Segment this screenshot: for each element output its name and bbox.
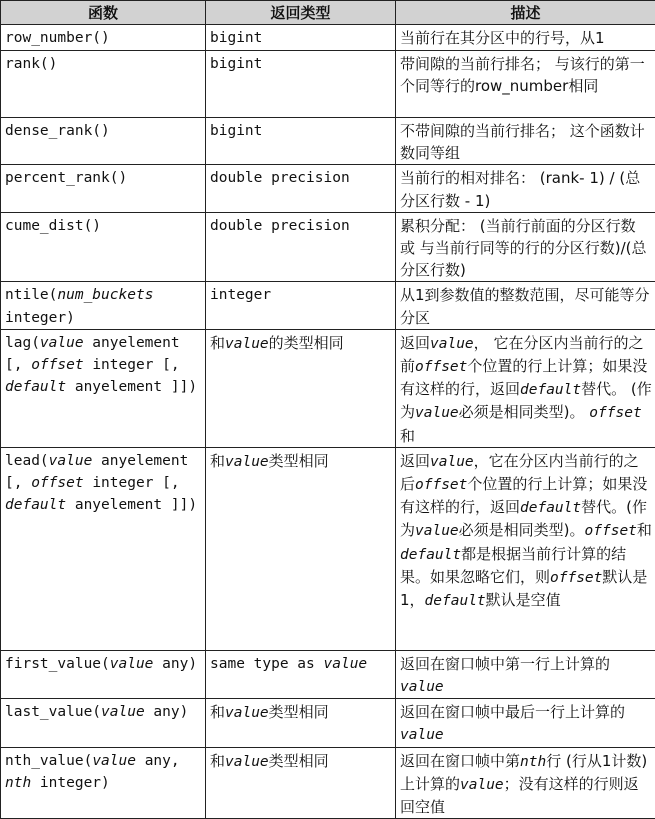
text-segment: 累积分配： (当前行前面的分区行数 或 与当前行同等的行的分区行数)/(总分区行数) (400, 217, 647, 279)
text-segment: bigint (210, 56, 262, 72)
text-segment: 返回 (400, 452, 430, 470)
text-segment: nth_value( (5, 753, 92, 769)
text-segment: ntile( (5, 287, 57, 303)
param-name: value (225, 754, 269, 770)
text-segment: 返回在窗口帧中最后一行上计算的 (400, 703, 625, 721)
param-name: value (430, 454, 474, 470)
text-segment: 返回在窗口帧中第 (400, 752, 520, 770)
table-row (1, 699, 655, 747)
param-name: value (460, 777, 504, 793)
param-name: default (5, 379, 66, 395)
return-type-cell (206, 747, 396, 819)
param-name: value (40, 335, 84, 351)
param-name: value (225, 336, 269, 352)
text-segment: row_number() (5, 30, 110, 46)
text-segment: cume_dist() (5, 218, 101, 234)
function-cell (1, 699, 206, 747)
text-segment: 和 (210, 334, 225, 352)
return-type-cell (206, 650, 396, 698)
return-type-cell (206, 118, 396, 165)
text-segment: lag( (5, 335, 40, 351)
table-row (1, 118, 655, 165)
param-name: offset (31, 475, 83, 491)
param-name: offset (585, 523, 637, 539)
description-cell (396, 25, 655, 51)
text-segment: 和 (210, 703, 225, 721)
text-segment: 行 (行从1计数) 上计算的 (400, 752, 647, 793)
text-segment: 都是根据当前行计算的结果。如果忽略它们，则 (400, 545, 626, 586)
function-cell (1, 447, 206, 650)
text-segment: anyelement ]]) (66, 379, 197, 395)
description-cell (396, 212, 655, 282)
text-segment: 和 (210, 452, 225, 470)
table-row (1, 165, 655, 212)
function-cell (1, 212, 206, 282)
param-name: value (400, 727, 444, 743)
function-cell (1, 165, 206, 212)
description-cell (396, 51, 655, 118)
text-segment: double precision (210, 170, 350, 186)
function-cell (1, 51, 206, 118)
return-type-cell (206, 282, 396, 329)
text-segment: anyelement ]]) (66, 497, 197, 513)
description-cell (396, 699, 655, 747)
param-name: default (520, 382, 581, 398)
text-segment: ，它在分区内当前行的之后 (400, 452, 639, 493)
return-type-cell (206, 699, 396, 747)
table-row (1, 447, 655, 650)
text-segment: 必须是相同类型)。 (459, 403, 590, 421)
param-name: nth (520, 754, 546, 770)
return-type-cell (206, 165, 396, 212)
text-segment: dense_rank() (5, 123, 110, 139)
text-segment: 类型相同 (269, 752, 329, 770)
text-segment: 和 (637, 521, 652, 539)
text-segment: 和 (210, 752, 225, 770)
text-segment: 返回 (400, 334, 430, 352)
text-segment: anyelement [, (5, 335, 180, 373)
function-cell (1, 25, 206, 51)
text-segment: first_value( (5, 656, 110, 672)
text-segment: ；没有这样的行则返回空值 (400, 775, 639, 816)
param-name: offset (589, 405, 641, 421)
text-segment: 个位置的行上计算；如果没有这样的行，返回 (400, 475, 647, 516)
param-name: num_buckets (57, 287, 153, 303)
header-function: 函数 (1, 1, 206, 25)
header-row (1, 1, 655, 25)
return-type-cell (206, 25, 396, 51)
param-name: offset (550, 570, 602, 586)
param-name: value (430, 336, 474, 352)
param-name: value (415, 405, 459, 421)
text-segment: integer [, (84, 475, 180, 491)
table-row (1, 650, 655, 698)
text-segment: 当前行在其分区中的行号，从1 (400, 29, 605, 47)
param-name: value (101, 704, 145, 720)
param-name: nth (5, 775, 31, 791)
text-segment: 类型相同 (269, 703, 329, 721)
param-name: default (520, 500, 581, 516)
text-segment: integer (210, 287, 271, 303)
description-cell (396, 447, 655, 650)
description-cell (396, 118, 655, 165)
description-cell (396, 650, 655, 698)
text-segment: 替代。 (作为 (400, 380, 652, 421)
text-segment: last_value( (5, 704, 101, 720)
text-segment: 默认是1， (400, 568, 647, 609)
text-segment: integer) (31, 775, 110, 791)
text-segment: ， 它在分区内当前行的之前 (400, 334, 643, 375)
param-name: offset (415, 359, 467, 375)
param-name: value (400, 679, 444, 695)
text-segment: bigint (210, 30, 262, 46)
text-segment: 带间隙的当前行排名； 与该行的第一个同等行的row_number相同 (400, 55, 645, 95)
text-segment: rank() (5, 56, 57, 72)
param-name: value (92, 753, 136, 769)
param-name: value (49, 453, 93, 469)
function-cell (1, 747, 206, 819)
text-segment: any, (136, 753, 180, 769)
function-cell (1, 118, 206, 165)
param-name: offset (415, 477, 467, 493)
text-segment: lead( (5, 453, 49, 469)
function-cell (1, 282, 206, 329)
text-segment: double precision (210, 218, 350, 234)
table-row (1, 25, 655, 51)
function-cell (1, 329, 206, 447)
table-row (1, 212, 655, 282)
param-name: value (225, 705, 269, 721)
text-segment: same type as (210, 656, 324, 672)
text-segment: 和 (400, 427, 415, 445)
text-segment: 从1到参数值的整数范围，尽可能等分分区 (400, 286, 650, 326)
function-cell (1, 650, 206, 698)
table-row (1, 282, 655, 329)
param-name: value (415, 523, 459, 539)
text-segment: 必须是相同类型)。 (459, 521, 585, 539)
param-name: default (5, 497, 66, 513)
description-cell (396, 747, 655, 819)
text-segment: integer) (5, 310, 75, 326)
param-name: value (324, 656, 368, 672)
text-segment: any) (145, 704, 189, 720)
text-segment: anyelement [, (5, 453, 188, 491)
text-segment: bigint (210, 123, 262, 139)
text-segment: 不带间隙的当前行排名； 这个函数计数同等组 (400, 122, 645, 162)
text-segment: 当前行的相对排名： (rank- 1) / (总分区行数 - 1) (400, 169, 640, 209)
return-type-cell (206, 212, 396, 282)
table-row (1, 747, 655, 819)
text-segment: 类型相同 (269, 452, 329, 470)
description-cell (396, 282, 655, 329)
param-name: offset (31, 357, 83, 373)
text-segment: 默认是空值 (486, 591, 561, 609)
header-return-type: 返回类型 (206, 1, 396, 25)
text-segment: any) (153, 656, 197, 672)
text-segment: percent_rank() (5, 170, 127, 186)
param-name: default (400, 547, 461, 563)
text-segment: 替代。(作为 (400, 498, 647, 539)
text-segment: 个位置的行上计算；如果没有这样的行，返回 (400, 357, 647, 398)
return-type-cell (206, 51, 396, 118)
table-row (1, 329, 655, 447)
param-name: value (110, 656, 154, 672)
return-type-cell (206, 447, 396, 650)
header-description: 描述 (396, 1, 655, 25)
table-row (1, 51, 655, 118)
param-name: default (425, 593, 486, 609)
description-cell (396, 329, 655, 447)
return-type-cell (206, 329, 396, 447)
text-segment: integer [, (84, 357, 180, 373)
param-name: value (225, 454, 269, 470)
text-segment: 的类型相同 (269, 334, 344, 352)
text-segment: 返回在窗口帧中第一行上计算的 (400, 655, 610, 673)
description-cell (396, 165, 655, 212)
